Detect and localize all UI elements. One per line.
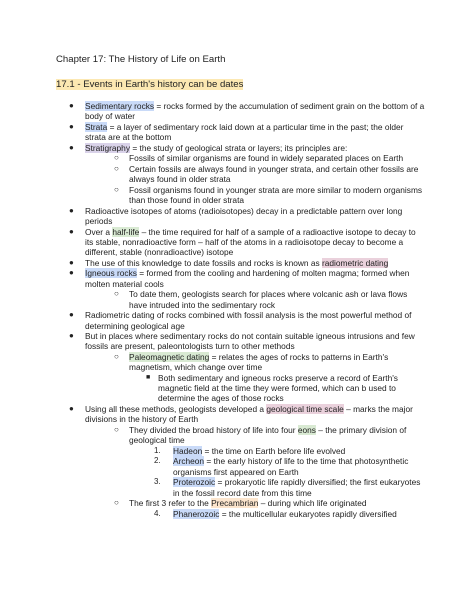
list-item	[56, 456, 426, 477]
term-highlight: Sedimentary rocks	[85, 101, 155, 111]
item-pre-text: Over a	[85, 226, 113, 237]
term-highlight: radiometric dating	[322, 257, 389, 268]
list-item	[56, 446, 426, 456]
item-text: = relates the ages of rocks to patterns in Earth's magnetism, which change over time	[129, 351, 389, 373]
bullet-hollow: ○	[114, 184, 119, 194]
item-text: = a layer of sedimentary rock laid down at a particular time in the past; the older strata are at the bottom	[85, 121, 404, 143]
item-text: = the early history of life to the time that photosynthetic organisms first appeared on Earth	[173, 456, 409, 477]
item-text: Radiometric dating of rocks combined with fossil analysis is the most powerful method of determining geological age	[85, 310, 412, 331]
bullet-hollow: ○	[114, 289, 119, 299]
item-text: = rocks formed by the accumulation of sediment grain on the bottom of a body of water	[85, 101, 425, 122]
list-number: 2.	[154, 456, 161, 466]
item-text: = formed from the cooling and hardening of molten magma; formed when molten material cools	[85, 268, 410, 289]
bullet-filled: ●	[69, 205, 74, 215]
list-item	[56, 331, 426, 352]
notes-list	[56, 101, 426, 519]
list-item	[56, 352, 426, 373]
list-item	[56, 258, 426, 268]
item-text: = the time on Earth before life evolved	[202, 445, 346, 456]
term-highlight: Paleomagnetic dating	[129, 351, 210, 362]
list-item	[56, 153, 426, 163]
term-highlight: Archeon	[173, 456, 205, 467]
item-pre-text: They divided the broad history of life into four	[129, 424, 298, 435]
list-item	[56, 206, 426, 227]
item-text: = the multicellular eukaryotes rapidly diversified	[219, 508, 397, 519]
bullet-hollow: ○	[114, 351, 119, 361]
item-text: – the time required for half of a sample of a radioactive isotope to decay to its stable, nonradioactive form – half of the atoms in a radioisotope decay to become a different, stable (nonradioactive) isotope	[85, 226, 416, 258]
bullet-filled: ●	[69, 101, 74, 110]
list-number: 1.	[154, 445, 161, 455]
bullet-filled: ●	[69, 268, 74, 278]
item-text: But in places where sedimentary rocks do not contain suitable igneous intrusions and few fossils are present, paleontologists turn to other methods	[85, 331, 415, 352]
term-highlight: Phanerozoic	[173, 508, 220, 519]
section-heading-text: 17.1 - Events in Earth's history can be dates	[56, 79, 244, 90]
term-highlight: Hadeon	[173, 445, 203, 456]
item-pre-text: Using all these methods, geologists developed a	[85, 404, 267, 415]
list-item	[56, 268, 426, 289]
item-text: – marks the major divisions in the history of Earth	[85, 404, 413, 425]
term-highlight: eons	[297, 424, 316, 435]
item-pre-text: The first 3 refer to the	[129, 498, 212, 509]
term-highlight: geological time scale	[266, 404, 344, 415]
bullet-filled: ●	[69, 257, 74, 267]
item-text: Both sedimentary and igneous rocks preserve a record of Earth's magnetic field at the time they were formed, which can b used to determine the ages of those rocks	[158, 372, 398, 404]
bullet-hollow: ○	[114, 163, 119, 173]
list-item	[56, 373, 426, 404]
list-item	[56, 227, 426, 258]
list-item	[56, 425, 426, 446]
bullet-filled: ●	[69, 142, 74, 152]
item-text: Fossils of similar organisms are found in widely separated places on Earth	[129, 153, 404, 164]
bullet-filled: ●	[69, 331, 74, 341]
list-item	[56, 498, 426, 508]
term-highlight: Proterozoic	[173, 477, 216, 488]
term-highlight: Precambrian	[211, 498, 259, 509]
list-item	[56, 509, 426, 519]
item-text: Fossil organisms found in younger strata are more similar to modern organisms than those found in older strata	[129, 184, 423, 206]
item-pre-text: The use of this knowledge to date fossils and rocks is known as	[85, 257, 322, 268]
list-item	[56, 101, 426, 122]
item-text: = the study of geological strata or layers; its principles are:	[130, 142, 348, 153]
bullet-hollow: ○	[114, 153, 119, 163]
bullet-filled: ●	[69, 121, 74, 131]
item-text: – during which life originated	[258, 498, 367, 509]
term-highlight: Strata	[85, 121, 108, 132]
term-highlight: Igneous rocks	[85, 268, 137, 279]
item-text: = prokaryotic life rapidly diversified; the first eukaryotes in the fossil record date from this time	[173, 477, 421, 498]
list-number: 3.	[154, 477, 161, 487]
list-item	[56, 143, 426, 153]
term-highlight: half-life	[112, 226, 140, 237]
item-text: Certain fossils are always found in younger strata, and certain other fossils are always found in older strata	[129, 163, 419, 185]
list-number: 4.	[154, 508, 161, 518]
list-item	[56, 404, 426, 425]
bullet-hollow: ○	[114, 424, 119, 434]
list-item	[56, 164, 426, 185]
list-item	[56, 122, 426, 143]
item-text: Radioactive isotopes of atoms (radioisotopes) decay in a predictable pattern over long periods	[85, 205, 403, 227]
list-item	[56, 310, 426, 331]
bullet-square: ■	[146, 373, 151, 381]
bullet-filled: ●	[69, 310, 74, 320]
list-item	[56, 477, 426, 498]
item-text: To date them, geologists search for places where volcanic ash or lava flows have intruded into the sedimentary rock	[129, 289, 408, 310]
list-item	[56, 289, 426, 310]
list-item	[56, 185, 426, 206]
term-highlight: Stratigraphy	[85, 142, 130, 153]
bullet-hollow: ○	[114, 498, 119, 508]
document-title: Chapter 17: The History of Life on Earth	[56, 54, 226, 65]
item-text: – the primary division of geological time	[129, 424, 407, 446]
section-heading	[56, 79, 243, 91]
bullet-filled: ●	[69, 404, 74, 414]
bullet-filled: ●	[69, 226, 74, 236]
